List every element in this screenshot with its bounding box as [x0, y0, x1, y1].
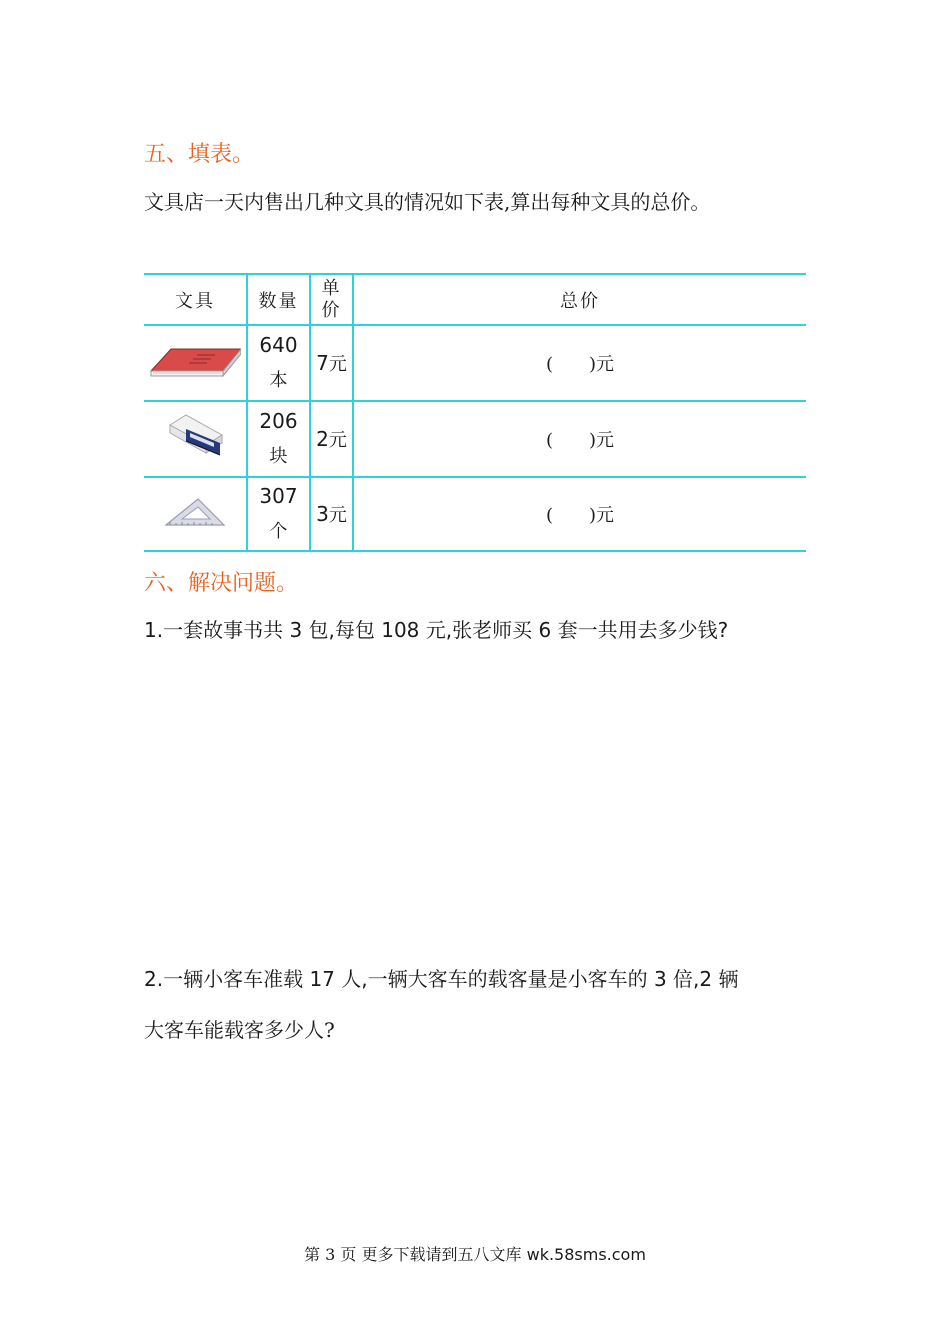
quantity-unit: 个: [269, 521, 288, 542]
quantity-value: 206: [259, 409, 298, 433]
header-quantity: 数量: [258, 290, 299, 312]
quantity-value: 640: [259, 333, 298, 357]
total-answer-blank[interactable]: ( )元: [545, 505, 615, 526]
header-total: 总价: [560, 290, 600, 312]
quantity-unit: 块: [269, 446, 288, 467]
footer-site-link[interactable]: wk.58sms.com: [526, 1245, 646, 1264]
header-unit-price-line1: 单: [321, 277, 342, 299]
quantity-value: 307: [259, 484, 298, 508]
table-row: [144, 478, 246, 550]
question-2-line-2: 大客车能载客多少人?: [144, 1018, 335, 1042]
unit-price-cell: [311, 402, 352, 476]
eraser-icon: [164, 411, 226, 467]
unit-price-value: 3: [316, 502, 329, 526]
unit-price-value: 2: [316, 427, 329, 451]
footer-page-text: 第 3 页 更多下载请到五八文库: [304, 1245, 522, 1264]
unit-price-cell: [311, 478, 352, 550]
stationery-table: [144, 273, 806, 552]
quantity-unit: 本: [269, 370, 288, 391]
unit-price-unit: 元: [328, 354, 347, 375]
table-rule: [144, 550, 806, 552]
unit-price-cell: [311, 326, 352, 400]
triangle-ruler-icon: [164, 495, 226, 533]
page-footer: [0, 1242, 950, 1265]
quantity-cell: [248, 326, 309, 400]
question-2-line-1: 2.一辆小客车准载 17 人,一辆大客车的载客量是小客车的 3 倍,2 辆: [144, 967, 739, 991]
book-icon: [149, 341, 241, 385]
header-item: 文具: [175, 290, 215, 312]
table-row: [144, 402, 246, 476]
section-5-intro: 文具店一天内售出几种文具的情况如下表,算出每种文具的总价。: [144, 190, 711, 214]
question-1: 1.一套故事书共 3 包,每包 108 元,张老师买 6 套一共用去多少钱?: [144, 618, 729, 642]
unit-price-unit: 元: [328, 505, 347, 526]
unit-price-value: 7: [316, 351, 329, 375]
section-6-heading: 六、解决问题。: [144, 571, 299, 596]
total-answer-blank[interactable]: ( )元: [545, 354, 615, 375]
header-unit-price: [311, 275, 352, 324]
total-answer-blank[interactable]: ( )元: [545, 430, 615, 451]
section-5-heading: 五、填表。: [144, 142, 255, 167]
quantity-cell: [248, 402, 309, 476]
header-unit-price-line2: 价: [321, 299, 342, 321]
table-row: [144, 326, 246, 400]
quantity-cell: [248, 478, 309, 550]
unit-price-unit: 元: [328, 430, 347, 451]
